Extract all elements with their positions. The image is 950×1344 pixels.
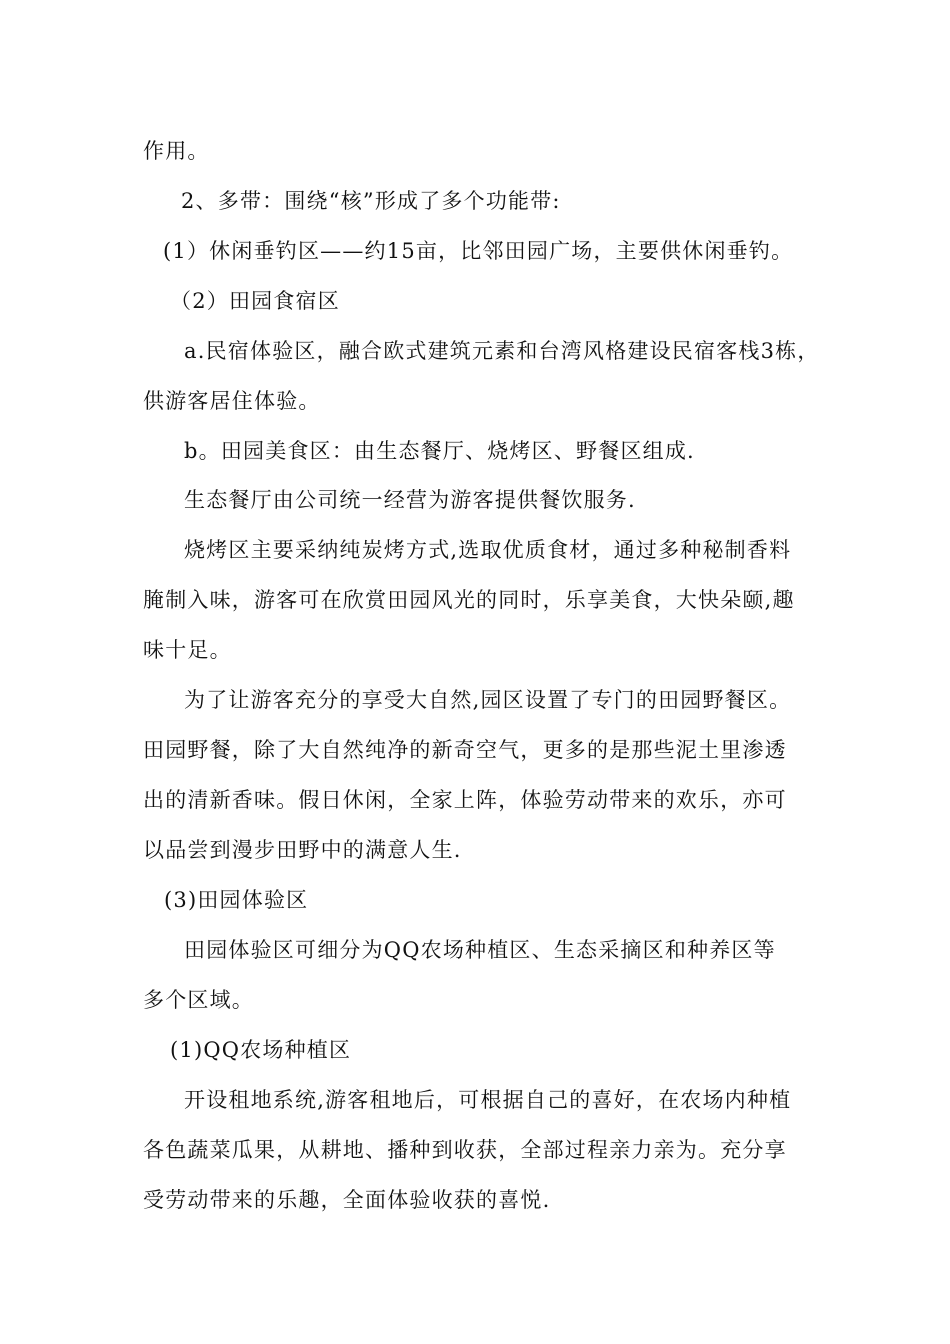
subheading-food-lodging-area: （2）田园食宿区 [170,289,340,313]
paragraph-homestay-line-1: a.民宿体验区，融合欧式建筑元素和台湾风格建设民宿客栈3栋， [184,339,820,363]
paragraph-eco-restaurant: 生态餐厅由公司统一经营为游客提供餐饮服务. [184,488,636,512]
paragraph-bbq-line-1: 烧烤区主要采纳纯炭烤方式,选取优质食材，通过多种秘制香料 [184,538,792,562]
paragraph-picnic-line-4: 以品尝到漫步田野中的满意人生. [143,838,462,862]
paragraph-qq-farm-line-1: 开设租地系统,游客租地后，可根据自己的喜好，在农场内种植 [184,1088,792,1112]
subheading-qq-farm: (1)QQ农场种植区 [170,1038,352,1062]
paragraph-picnic-line-1: 为了让游客充分的享受大自然,园区设置了专门的田园野餐区。 [184,688,792,712]
text-line-continuation: 作用。 [143,139,210,163]
paragraph-picnic-line-2: 田园野餐，除了大自然纯净的新奇空气，更多的是那些泥土里渗透 [143,738,787,762]
paragraph-experience-line-2: 多个区域。 [143,988,254,1012]
paragraph-homestay-line-2: 供游客居住体验。 [143,389,321,413]
paragraph-picnic-line-3: 出的清新香味。假日休闲，全家上阵，体验劳动带来的欢乐，亦可 [143,788,787,812]
paragraph-experience-line-1: 田园体验区可细分为QQ农场种植区、生态采摘区和种养区等 [184,938,776,962]
paragraph-bbq-line-2: 腌制入味，游客可在欣赏田园风光的同时，乐享美食，大快朵颐,趣 [143,588,795,612]
subheading-experience-area: (3)田园体验区 [164,888,309,912]
paragraph-food-area: b。田园美食区：由生态餐厅、烧烤区、野餐区组成. [184,439,695,463]
paragraph-bbq-line-3: 味十足。 [143,638,232,662]
section-heading-multi-belt: 2、多带：围绕“核”形成了多个功能带: [181,189,561,213]
paragraph-qq-farm-line-3: 受劳动带来的乐趣，全面体验收获的喜悦. [143,1188,551,1212]
paragraph-qq-farm-line-2: 各色蔬菜瓜果，从耕地、播种到收获，全部过程亲力亲为。充分享 [143,1138,787,1162]
item-leisure-fishing-area: (1）休闲垂钓区——约15亩，比邻田园广场，主要供休闲垂钓。 [163,239,794,263]
